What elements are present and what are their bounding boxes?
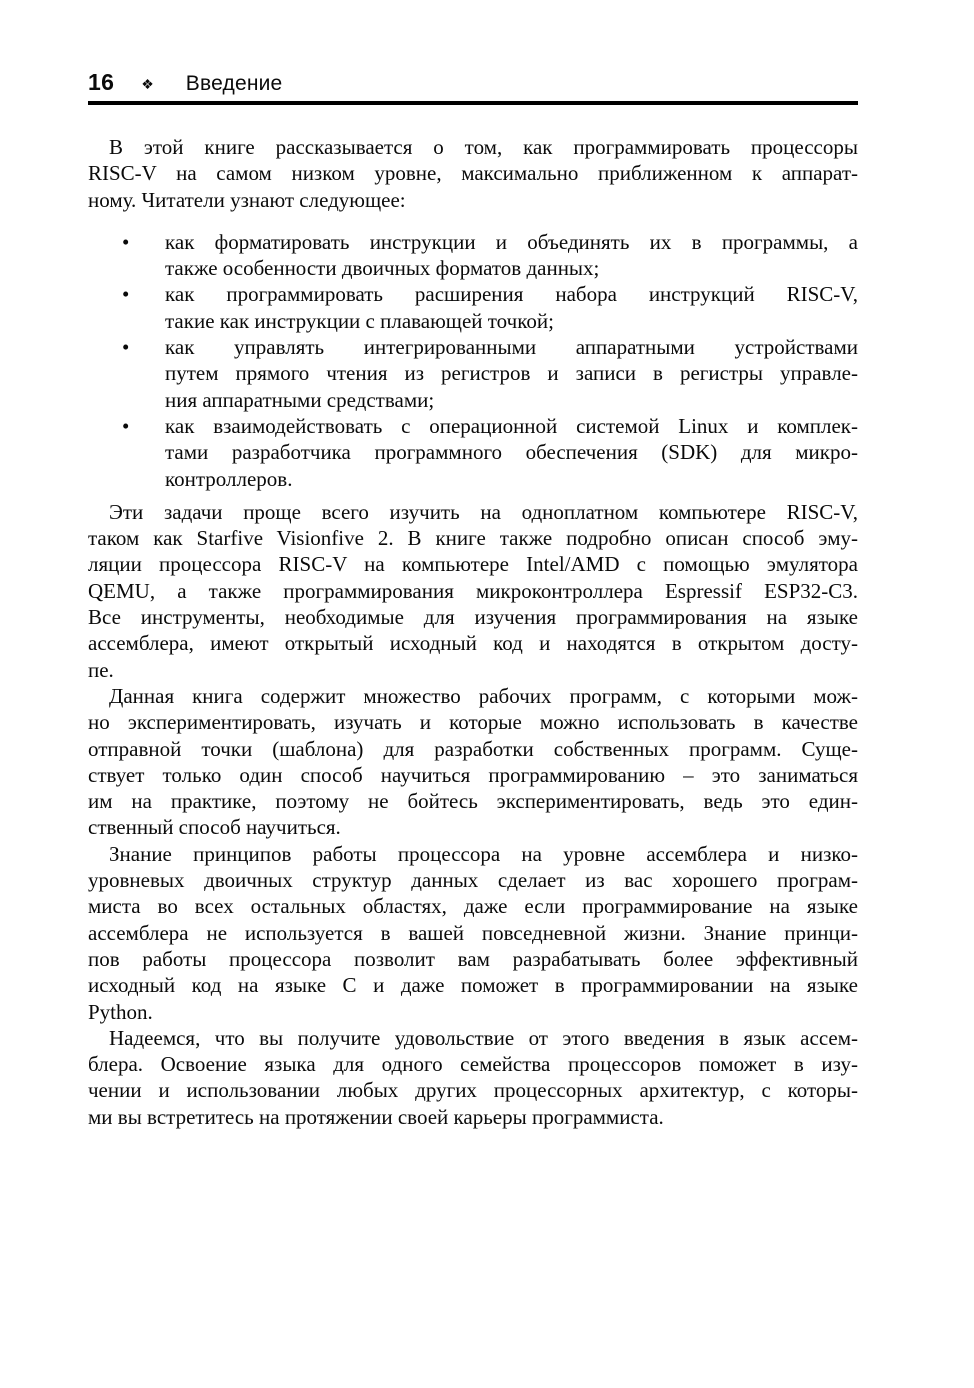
text-line: ассемблера, имеют открытый исходный код и находятся в открытом досту-	[88, 631, 858, 656]
text-line: также особенности двоичных форматов данных;	[165, 256, 600, 281]
text-line: ному. Читатели узнают следующее:	[88, 187, 406, 212]
text-line: Эти задачи проще всего изучить на одноплатном компьютере RISC-V,	[109, 499, 858, 524]
text-line: пе.	[88, 657, 114, 682]
text-line: как взаимодействовать с операционной системой Linux и комплек-	[165, 413, 858, 438]
text-line: ассемблера не используется в вашей повседневной жизни. Знание принци-	[88, 920, 858, 945]
text-line: уровневых двоичных структур данных сделает из вас хорошего програм-	[88, 868, 858, 893]
diamond-separator-icon: ❖	[141, 76, 154, 92]
bullet-icon: •	[122, 413, 130, 438]
bullet-icon: •	[122, 335, 130, 360]
text-line: миста во всех остальных областях, даже если программирование на языке	[88, 894, 858, 919]
text-line: таком как Starfive Visionfive 2. В книге также подробно описан способ эму-	[88, 526, 858, 551]
paragraph	[88, 1025, 858, 1130]
text-line: контроллеров.	[165, 466, 293, 491]
header-rule	[88, 101, 858, 105]
paragraph	[88, 134, 858, 213]
text-line: В этой книге рассказывается о том, как программировать процессоры	[109, 135, 858, 159]
text-line: как программировать расширения набора инструкций RISC-V,	[165, 282, 858, 307]
text-line: блера. Освоение языка для одного семейства процессоров поможет в изу-	[88, 1052, 858, 1077]
paragraph	[88, 499, 858, 683]
list-item	[88, 334, 858, 413]
text-line: такие как инструкции с плавающей точкой;	[165, 308, 554, 333]
paragraph	[88, 841, 858, 1025]
bullet-list	[88, 229, 858, 492]
text-line: пов работы процессора позволит вам разрабатывать более эффективный	[88, 946, 858, 971]
list-item	[88, 281, 858, 334]
text-line: отправной точки (шаблона) для разработки собственных программ. Суще-	[88, 736, 858, 761]
text-line: как форматировать инструкции и объединять их в программы, а	[165, 229, 858, 254]
text-line: чении и использовании любых других процессорных архитектур, с которы-	[88, 1078, 858, 1103]
text-line: но экспериментировать, изучать и которые можно использовать в качестве	[88, 710, 858, 735]
body-text	[88, 134, 858, 1130]
list-item	[88, 413, 858, 492]
bullet-icon: •	[122, 282, 130, 307]
running-head	[88, 0, 858, 95]
text-line: ствует только один способ научиться программированию – это заниматься	[88, 762, 858, 787]
text-line: Надеемся, что вы получите удовольствие от этого введения в язык ассем-	[109, 1025, 858, 1050]
text-line: ния аппаратными средствами;	[165, 387, 435, 412]
text-line: тами разработчика программного обеспечения (SDK) для микро-	[165, 440, 858, 465]
text-line: как управлять интегрированными аппаратными устройствами	[165, 335, 858, 360]
list-item	[88, 229, 858, 282]
text-line: ми вы встретитесь на протяжении своей карьеры программиста.	[88, 1104, 664, 1129]
text-line: Данная книга содержит множество рабочих программ, с которыми мож-	[109, 683, 858, 708]
text-line: исходный код на языке C и даже поможет в программировании на языке	[88, 973, 858, 998]
text-line: Знание принципов работы процессора на уровне ассемблера и низко-	[109, 841, 858, 866]
paragraph	[88, 683, 858, 841]
text-line: QEMU, а также программирования микроконтроллера Espressif ESP32-C3.	[88, 578, 858, 603]
chapter-title: Введение	[185, 72, 283, 95]
bullet-icon: •	[122, 229, 130, 254]
text-line: ственный способ научиться.	[88, 815, 341, 840]
text-line: Все инструменты, необходимые для изучения программирования на языке	[88, 605, 858, 630]
text-line: RISC-V на самом низком уровне, максимально приближенном к аппарат-	[88, 161, 858, 186]
page-number: 16	[88, 69, 115, 95]
text-line: им на практике, поэтому не бойтесь экспериментировать, ведь это един-	[88, 789, 858, 814]
text-line: путем прямого чтения из регистров и записи в регистры управле-	[165, 361, 858, 386]
text-column	[88, 0, 858, 1130]
text-line: ляции процессора RISC-V на компьютере Intel/AMD с помощью эмулятора	[88, 552, 858, 577]
text-line: Python.	[88, 999, 153, 1024]
